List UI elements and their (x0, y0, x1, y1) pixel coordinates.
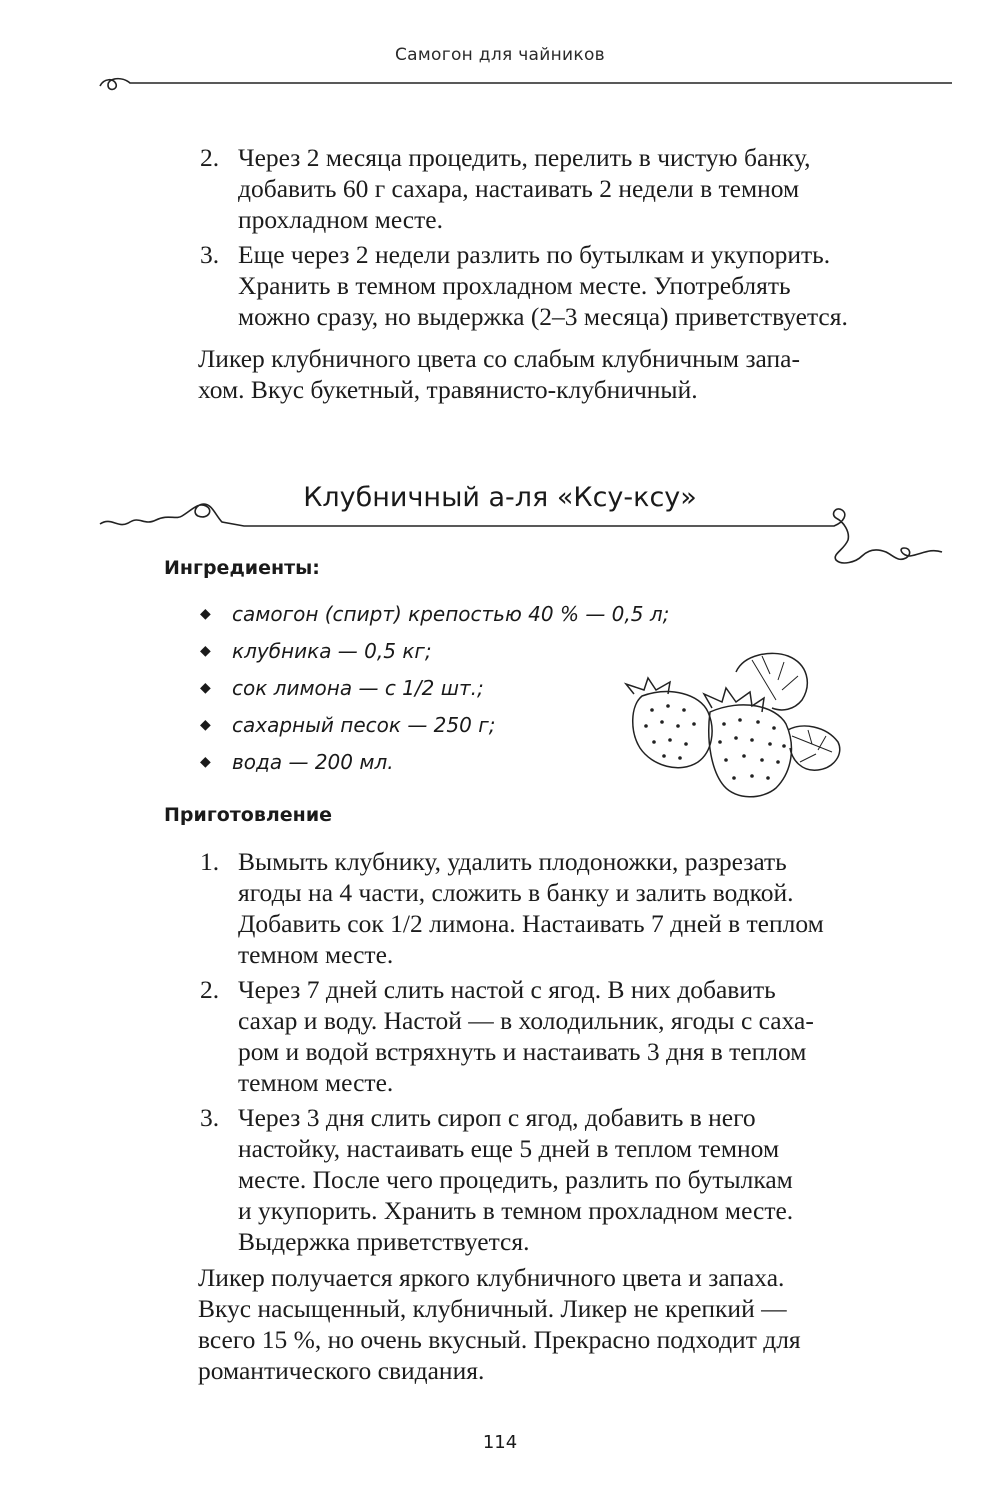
ingredients-heading: Ингредиенты: (164, 557, 320, 579)
step-line: Через 2 месяца процедить, перелить в чистую банку, (238, 143, 811, 172)
ingredient-item (198, 744, 669, 781)
step-line: Хранить в темном прохладном месте. Употреблять (238, 271, 791, 300)
ingredient-text: сок лимона — с 1/2 шт.; (232, 676, 484, 700)
running-head: Самогон для чайников (395, 45, 605, 65)
step-line: Еще через 2 недели разлить по бутылкам и укупорить. (238, 240, 831, 269)
step-number: 2. (200, 143, 220, 172)
recipe-steps (192, 846, 862, 1261)
recipe-step-1 (192, 846, 862, 970)
desc-line: хом. Вкус букетный, травянисто-клубничный. (198, 375, 698, 404)
step-line: ром и водой встряхнуть и настаивать 3 дня в теплом (238, 1037, 807, 1066)
recipe-title: Клубничный а-ля «Ксу-ксу» (303, 482, 697, 513)
step-number: 2. (200, 975, 220, 1004)
preparation-heading: Приготовление (164, 804, 333, 826)
step-number: 3. (200, 1103, 220, 1132)
ingredient-item (198, 633, 669, 670)
step-line: сахар и воду. Настой — в холодильник, ягоды с саха- (238, 1006, 814, 1035)
prev-step-2 (192, 142, 862, 235)
step-line: и укупорить. Хранить в темном прохладном месте. (238, 1196, 794, 1225)
step-line: темном месте. (238, 1068, 394, 1097)
ingredient-item (198, 707, 669, 744)
desc-line: Вкус насыщенный, клубничный. Ликер не крепкий — (198, 1294, 787, 1323)
desc-line: всего 15 %, но очень вкусный. Прекрасно подходит для (198, 1325, 801, 1354)
step-line: Выдержка приветствуется. (238, 1227, 530, 1256)
diamond-bullet-icon: ◆ (200, 717, 211, 733)
step-line: добавить 60 г сахара, настаивать 2 недели в темном (238, 174, 800, 203)
diamond-bullet-icon: ◆ (200, 680, 211, 696)
ingredient-text: сахарный песок — 250 г; (232, 713, 496, 737)
step-line: ягоды на 4 части, сложить в банку и залить водкой. (238, 878, 794, 907)
ingredient-item (198, 596, 669, 633)
step-line: темном месте. (238, 940, 394, 969)
recipe-step-2 (192, 974, 862, 1098)
step-line: Вымыть клубнику, удалить плодоножки, разрезать (238, 847, 787, 876)
ingredients-list (198, 596, 669, 781)
strawberry-illustration-icon (612, 650, 848, 800)
step-line: можно сразу, но выдержка (2–3 месяца) приветствуется. (238, 302, 848, 331)
page-number: 114 (482, 1432, 518, 1453)
step-line: месте. После чего процедить, разлить по бутылкам (238, 1165, 793, 1194)
header-flourish-divider (94, 66, 954, 96)
prev-step-3 (192, 239, 862, 332)
diamond-bullet-icon: ◆ (200, 606, 211, 622)
recipe-description (198, 1262, 860, 1386)
ingredient-text: вода — 200 мл. (232, 750, 394, 774)
ingredient-item (198, 670, 669, 707)
step-line: настойку, настаивать еще 5 дней в теплом темном (238, 1134, 780, 1163)
ingredient-text: самогон (спирт) крепостью 40 % — 0,5 л; (232, 602, 670, 626)
ingredient-text: клубника — 0,5 кг; (232, 639, 432, 663)
recipe-step-3 (192, 1102, 862, 1257)
diamond-bullet-icon: ◆ (200, 754, 211, 770)
step-line: Добавить сок 1/2 лимона. Настаивать 7 дней в теплом (238, 909, 824, 938)
prev-recipe-description (198, 343, 860, 405)
desc-line: Ликер клубничного цвета со слабым клубничным запа- (198, 344, 800, 373)
step-line: Через 3 дня слить сироп с ягод, добавить в него (238, 1103, 756, 1132)
desc-line: романтического свидания. (198, 1356, 485, 1385)
step-number: 3. (200, 240, 220, 269)
prev-recipe-steps (192, 142, 862, 336)
step-line: Через 7 дней слить настой с ягод. В них добавить (238, 975, 776, 1004)
diamond-bullet-icon: ◆ (200, 643, 211, 659)
desc-line: Ликер получается яркого клубничного цвета и запаха. (198, 1263, 785, 1292)
step-number: 1. (200, 847, 220, 876)
step-line: прохладном месте. (238, 205, 443, 234)
